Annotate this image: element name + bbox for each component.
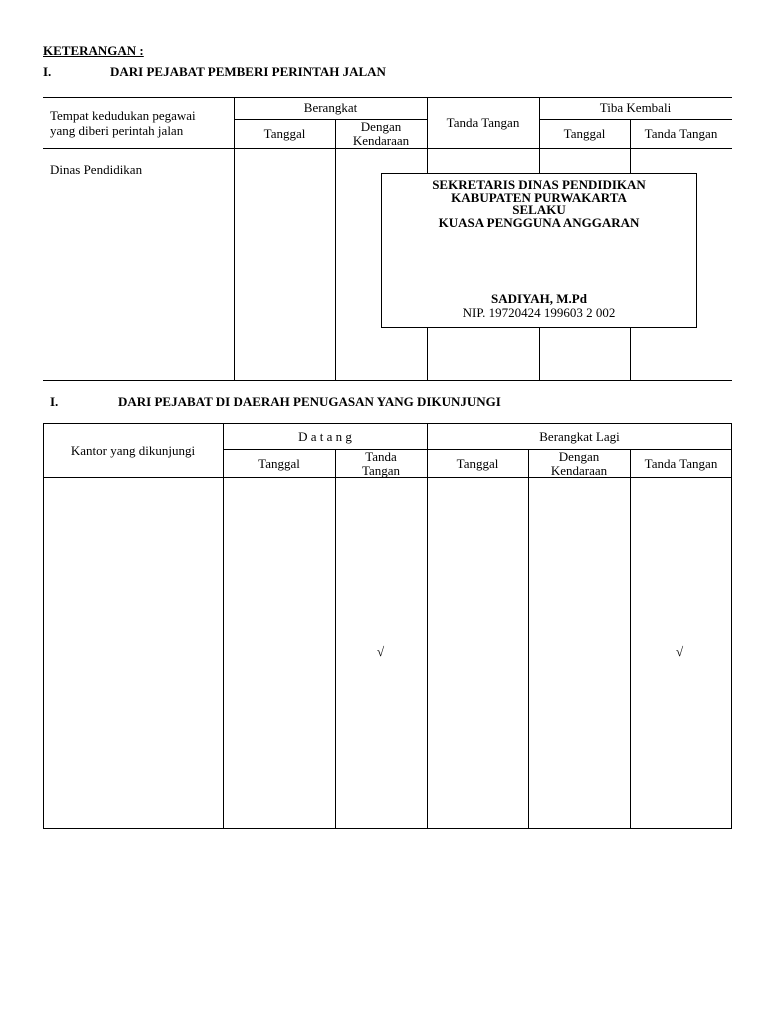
col-depart-vehicle-label	[528, 450, 630, 477]
col-depart-vehicle-label-1: Dengan	[558, 448, 600, 464]
col-arrive-signature-label-1: Tanda	[365, 448, 397, 464]
group-return-label: Tiba Kembali	[599, 100, 672, 116]
col-place-label-2: yang diberi perintah jalan	[50, 123, 184, 138]
signature-stamp-box	[381, 173, 697, 328]
col-vehicle-label-2: Kendaraan	[352, 133, 410, 148]
col-vehicle-label-1: Dengan	[360, 119, 402, 135]
col-depart-signature-label: Tanda Tangan	[644, 455, 718, 471]
group-depart-label: Berangkat	[303, 100, 358, 116]
col-place-label: Tempat kedudukan pegawai	[50, 108, 196, 123]
col-date-label: Tanggal	[263, 126, 306, 142]
section2-title: DARI PEJABAT DI DAERAH PENUGASAN YANG DIKUNJUNGI	[118, 394, 501, 409]
stamp-line-1: SEKRETARIS DINAS PENDIDIKAN	[432, 177, 646, 192]
col-arrive-signature-label-2: Tangan	[361, 462, 401, 478]
col-signature-label: Tanda Tangan	[446, 115, 520, 131]
check-mark: √	[377, 644, 385, 659]
section1-title: DARI PEJABAT PEMBERI PERINTAH JALAN	[110, 64, 386, 79]
group-depart-again-label: Berangkat Lagi	[539, 428, 620, 444]
col-depart-date-label: Tanggal	[456, 455, 499, 471]
col-return-date-label: Tanggal	[563, 126, 606, 142]
col-depart-vehicle-label-2: Kendaraan	[550, 462, 608, 478]
stamp-name: SADIYAH, M.Pd	[491, 291, 587, 306]
section1-number: I.	[43, 64, 52, 79]
check-mark: √	[676, 644, 684, 659]
col-office-label: Kantor yang dikunjungi	[70, 442, 196, 458]
col-arrive-date-label: Tanggal	[258, 455, 300, 471]
col-return-signature-label: Tanda Tangan	[644, 126, 718, 142]
group-arrive-label: D a t a n g	[298, 428, 352, 444]
col-vehicle-label	[335, 120, 427, 148]
stamp-nip: NIP. 19720424 199603 2 002	[462, 305, 616, 320]
stamp-line-2: KABUPATEN PURWAKARTA	[451, 190, 627, 205]
row-place-value: Dinas Pendidikan	[50, 162, 143, 177]
stamp-line-3: SELAKU	[512, 202, 566, 217]
page-title: KETERANGAN :	[43, 43, 144, 58]
section2-number: I.	[50, 394, 59, 409]
stamp-line-4: KUASA PENGGUNA ANGGARAN	[438, 215, 640, 230]
col-arrive-signature-label	[335, 450, 427, 477]
